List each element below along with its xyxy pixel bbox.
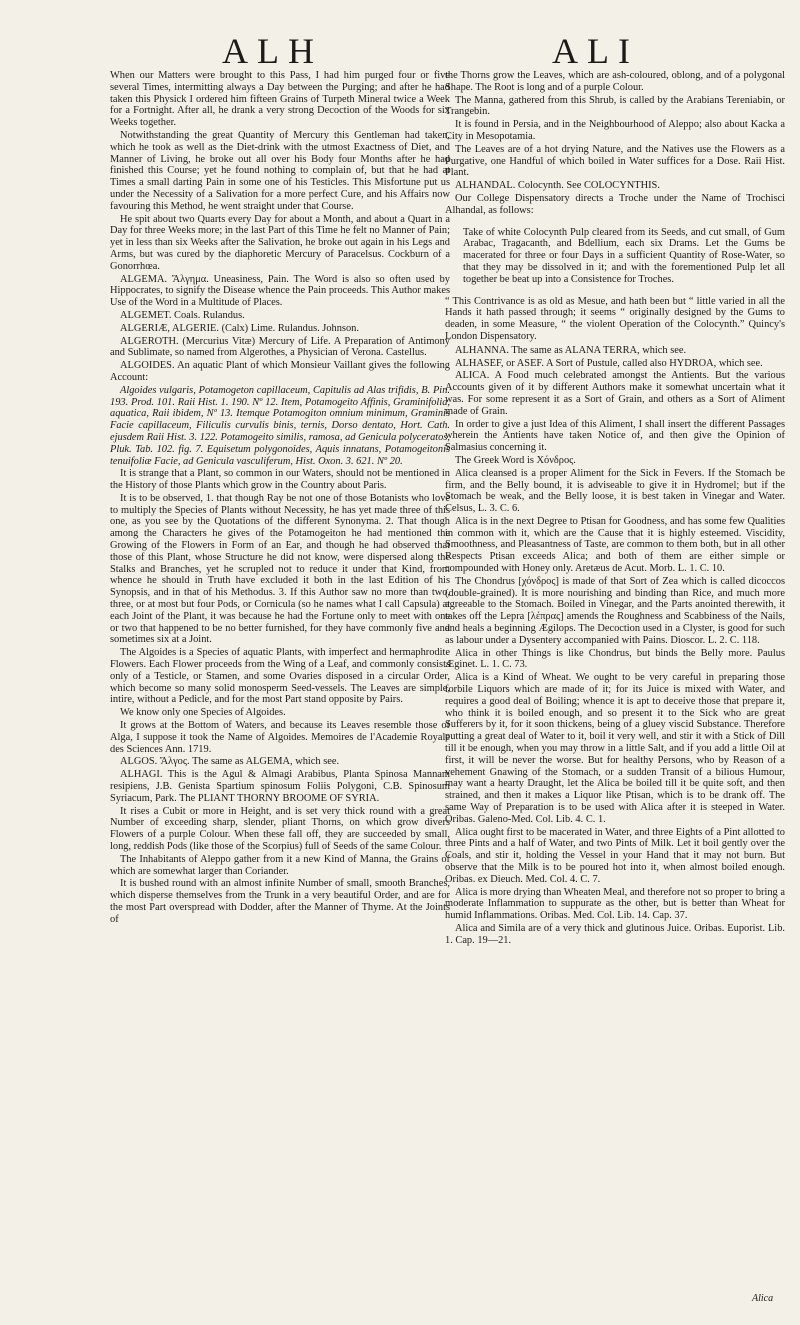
- paragraph: Notwithstanding the great Quantity of Mercury this Gentleman had taken, which he took as well as the Diet-drink with the utmost Exactness of Diet, and Manner of Living, he broke out all over his Body four Months after he had finished this Course; yet he found nothing to complain of, but that he had at Times a small darting Pain in some one of his Testicles. This Misfortune put us under the Necessity of a Salivation for a more perfect Cure, and his Affairs now favouring this Method, he went straight under that Course.: [110, 129, 450, 212]
- paragraph: It is bushed round with an almost infinite Number of small, smooth Branches, which disperse themselves from the Trunk in a very beautiful Order, and are for the most Part overspread with Dodder, after the Manner of Thyme. At the Joints of: [110, 878, 450, 925]
- paragraph: He spit about two Quarts every Day for about a Month, and about a Quart in a Day for three Weeks more; in the last Part of this Time he felt no Manner of Pain; yet in less than six Weeks after the Salivation, he broke out again in his Legs and Arms, but was cured by the diaphoretic Mercury of Paracelsus. Cockburn of a Gonorrhœa.: [110, 213, 450, 272]
- entry-alhandal: ALHANDAL. Colocynth. See COLOCYNTHIS.: [455, 180, 660, 192]
- paragraph: The Leaves are of a hot drying Nature, and the Natives use the Flowers as a Purgative, one Handful of which boiled in Water suffices for a Dose. Raii Hist. Plant.: [445, 143, 785, 179]
- paragraph: Our College Dispensatory directs a Troche under the Name of Trochisci Alhandal, as follows:: [445, 192, 785, 216]
- paragraph: Alica is in the next Degree to Ptisan for Goodness, and has some few Qualities in common with it, which are the Cause that it is highly esteemed. Viscidity, Smoothness, and Pleasantness of Taste, are common to them both, but in all other Respects Ptisan exceeds Alica; and both of them are either simple or compounded with Honey only. Aretæus de Acut. Morb. L. 1. C. 10.: [445, 515, 785, 575]
- paragraph: It is strange that a Plant, so common in our Waters, should not be mentioned in the History of those Plants which grow in the Country about Paris.: [110, 468, 450, 492]
- paragraph: It is found in Persia, and in the Neighbourhood of Aleppo; also about Kacka a City in Mesopotamia.: [445, 119, 785, 142]
- entry-alhanna: ALHANNA. The same as ALANA TERRA, which see.: [455, 344, 687, 356]
- entry-algema: ALGEMA. Ἄλγημα. Uneasiness, Pain. The Word is also so often used by Hippocrates, to signify the Disease whence the Pain proceeds. This Author makes Use of the Word in a Multitude of Places.: [110, 273, 450, 309]
- paragraph: Alica and Simila are of a very thick and glutinous Juice. Oribas. Euporist. Lib. 1. Cap. 19—21.: [445, 922, 785, 946]
- header-left-word: ALH: [222, 31, 323, 71]
- entry-algeroth: ALGEROTH. (Mercurius Vitæ) Mercury of Life. A Preparation of Antimony and Sublimate, so named from Algerothes, a Physician of Verona. Castellus.: [110, 335, 450, 359]
- paragraph: Alica in other Things is like Chondrus, but binds the Belly more. Paulus Æginet. L. 1. C. 73.: [445, 647, 785, 671]
- entry-algos: ALGOS. Ἄλγος. The same as ALGEMA, which see.: [120, 756, 340, 768]
- paragraph: The Algoides is a Species of aquatic Plants, with imperfect and hermaphrodite Flowers. Each Flower proceeds from the Wing of a Leaf, and commonly consists only of a Testicle, or Stamen, and some Ovaries disposed in a circular Order, which become so many solid monosperm Seed-vessels. The Leaves are simple, intire, without a Pedicle, and for the most Part stand opposite by Pairs.: [110, 647, 450, 706]
- entry-alica: ALICA. A Food much celebrated amongst the Antients. But the various Accounts given of it by different Authors make it somewhat uncertain what it was. For some represent it as a Sort of Grain, and others as a Sort of Aliment made of Grain.: [445, 370, 785, 417]
- paragraph: Alica ought first to be macerated in Water, and three Eights of a Pint allotted to three Pints and a half of Water, and two Pints of Milk. Let it boil gently over the Coals, and stir it, holding the Vessel in your Hand that it may not burn. But observe that the Milk is to be poured hot into it, when almost boiled enough. Oribas. ex Dieuch. Med. Col. 4. C. 7.: [445, 826, 785, 885]
- paragraph: It grows at the Bottom of Waters, and because its Leaves resemble those of Alga, I suppose it took the Name of Algoides. Memoires de l'Academie Royale des Sciences Ann. 1719.: [110, 720, 450, 755]
- paragraph: The Inhabitants of Aleppo gather from it a new Kind of Manna, the Grains of which are somewhat larger than Coriander.: [110, 853, 450, 877]
- running-header: [0, 22, 800, 72]
- paragraph: Algoides vulgaris, Potamogeton capillaceum, Capitulis ad Alas trifidis, B. Pin. 193. Prod. 101. Raii Hist. 1. 190. Nº 12. Item, Potamogeito Affinis, Graminifolia, aquatica, Raii ibidem, Nº 13. Itemque Potamogiton omnium minimum, Graminis Facie capillaceum, Filiculis curvulis binis, ternis, Dorso dentato, Hort. Cath. ejusdem Raii Hist. 3. 122. Potamogeito similis, ramosa, ad Genicula polyceratos, Pluk. Tab. 102. fig. 7. Equisetum polygonoides, Aquis innatans, Potamogeitonis tenuifoliæ Facie, ad Genicula vasculiferum, Hist. Oxon. 3. 621. Nº 20.: [110, 384, 450, 467]
- recipe-block: Take of white Colocynth Pulp cleared from its Seeds, and cut small, of Gum Arabac, Tragacanth, and Bdellium, each six Drams. Let the Gums be macerated for three or four Days in a sufficient Quantity of Rose-Water, so that they may be dissolved in it; and with the forementioned Pulp let all together be beat up into a Consistence for Troches.: [463, 226, 785, 285]
- entry-algemet: ALGEMET. Coals. Rulandus.: [120, 309, 245, 321]
- paragraph: Alica cleansed is a proper Aliment for the Sick in Fevers. If the Stomach be firm, and the Belly bound, it is adviseable to give it in Hydromel; but if the Stomach be weak, and the Belly loose, it is best taken in Vinegar and Water. Celsus, L. 3. C. 6.: [445, 467, 785, 515]
- right-column: [445, 70, 785, 948]
- paragraph: In order to give a just Idea of this Aliment, I shall insert the different Passages wherein the Antients have taken Notice of, and then give the Opinion of Salmasius concerning it.: [445, 418, 785, 454]
- entry-alhagi: ALHAGI. This is the Agul & Almagi Arabibus, Planta Spinosa Mannam resipiens, J.B. Genista Spartium spinosum Foliis Polygoni, C.B. Spinosum Syriacum, Park. The PLIANT THORNY BROOME OF SYRIA.: [110, 769, 450, 804]
- entry-algoides: ALGOIDES. An aquatic Plant of which Monsieur Vaillant gives the following Account:: [110, 360, 450, 383]
- quotation-block: “ This Contrivance is as old as Mesue, and hath been but “ little varied in all the Hands it hath passed through; it seems “ originally designed by the Gums to deaden, in some Measure, “ the violent Operation of the Colocynth.” Quincy's London Dispensatory.: [445, 295, 785, 342]
- paragraph: We know only one Species of Algoides.: [120, 707, 286, 719]
- paragraph: the Thorns grow the Leaves, which are ash-coloured, oblong, and of a polygonal Shape. The Root is long and of a purple Colour.: [445, 70, 785, 93]
- header-right-word: ALI: [552, 31, 639, 71]
- entry-algeriae: ALGERIÆ, ALGERIE. (Calx) Lime. Rulandus. Johnson.: [120, 322, 359, 334]
- paragraph: Alica is a Kind of Wheat. We ought to be very careful in preparing those forbile Liquors which are made of it; for its Juice is mixed with Water, and requires a good deal of Boiling; whence it is apt to deceive those that prepare it, who think it is boiled enough, and so present it to the Sick who are great Sufferers by it, for it soon thickens, being of a gluey viscid Substance. Therefore putting a great deal of Water to it, boil it very well, and stir it with a Stick of Dill till it be enough, when you may throw in a little Salt, and if you add a little Oil at first, it will be never the worse. But for healthy Persons, who by Reason of a vehement Gnawing of the Stomach, or a sudden Transit of a bilious Humour, may want a hearty Draught, let the Alica be boiled till it be quite soft, and then strained, and then it makes a Liquor like Ptisan, which is to be drank off. The same Way of Preparation is to be used with Alica after it is steeped in Water. Oribas. Galeno-Med. Col. Lib. 4. C. 1.: [445, 672, 785, 825]
- paragraph: The Manna, gathered from this Shrub, is called by the Arabians Tereniabin, or Trangebin.: [445, 94, 785, 118]
- catchword: Alica: [752, 1293, 774, 1304]
- paragraph: Alica is more drying than Wheaten Meal, and therefore not so proper to bring a moderate Inflammation to suppurate as the other, but is better than Wheat for humid Inflammations. Oribas. Med. Col. Lib. 14. Cap. 37.: [445, 886, 785, 922]
- paragraph: The Greek Word is Χόνδρος.: [455, 454, 576, 466]
- paragraph: When our Matters were brought to this Pass, I had him purged four or five several Times, intermitting always a Day between the Purging; and after he had taken this Physick I ordered him fifteen Grains of Turpeth Mineral twice a Week for a Fortnight. After all, he drank a very strong Decoction of the Woods for six Weeks together.: [110, 70, 450, 129]
- paragraph: It rises a Cubit or more in Height, and is set very thick round with a great Number of exceeding sharp, slender, pliant Thorns, on which grow divers Flowers of a purple Colour. When these fall off, they are succeeded by small, long, reddish Pods (like those of the Scorpius) full of Seeds of the same Colour.: [110, 805, 450, 852]
- entry-alhasef: ALHASEF, or ASEF. A Sort of Pustule, called also HYDROA, which see.: [455, 357, 763, 369]
- left-column: [110, 70, 450, 927]
- paragraph: It is to be observed, 1. that though Ray be not one of those Botanists who love to multiply the Species of Plants without Necessity, he has yet made three of this one, as you see by the Quotations of the different Synonyma. 2. That though among the Characters he gives of the Potamogeiton he had mentioned the Growing of the Flowers in Form of an Ear, and though he had observed that those of this Plant, whose Structure he did not know, were dispersed along the Stalks and Branches, yet he scrupled not to reduce it under that Kind, from whence he should in Truth have excluded it both in the last Edition of his Synopsis, and in that of his Methodus. 3. If this Author saw no more than two, three, or at most but four Pods, or Cornicula (so he names what I call Capsula) at each Joint of the Plant, it was because he had the Fortune only to meet with one or two that happened to be no better furnished, for they have commonly five and sometimes six at a Joint.: [110, 492, 450, 646]
- paragraph: The Chondrus [χόνδρος] is made of that Sort of Zea which is called dicoccos (double-grained). It is more nourishing and binding than Rice, and much more agreeable to the Stomach. Boiled in Vinegar, and the Parts anointed therewith, it takes off the Lepra [λέπρας] amends the Roughness and Scabbiness of the Nails, and heals a beginning Ægilops. The Decoction used in a Clyster, is good for such as labour under a Dysentery accompanied with Pains. Dioscor. L. 2. C. 118.: [445, 575, 785, 646]
